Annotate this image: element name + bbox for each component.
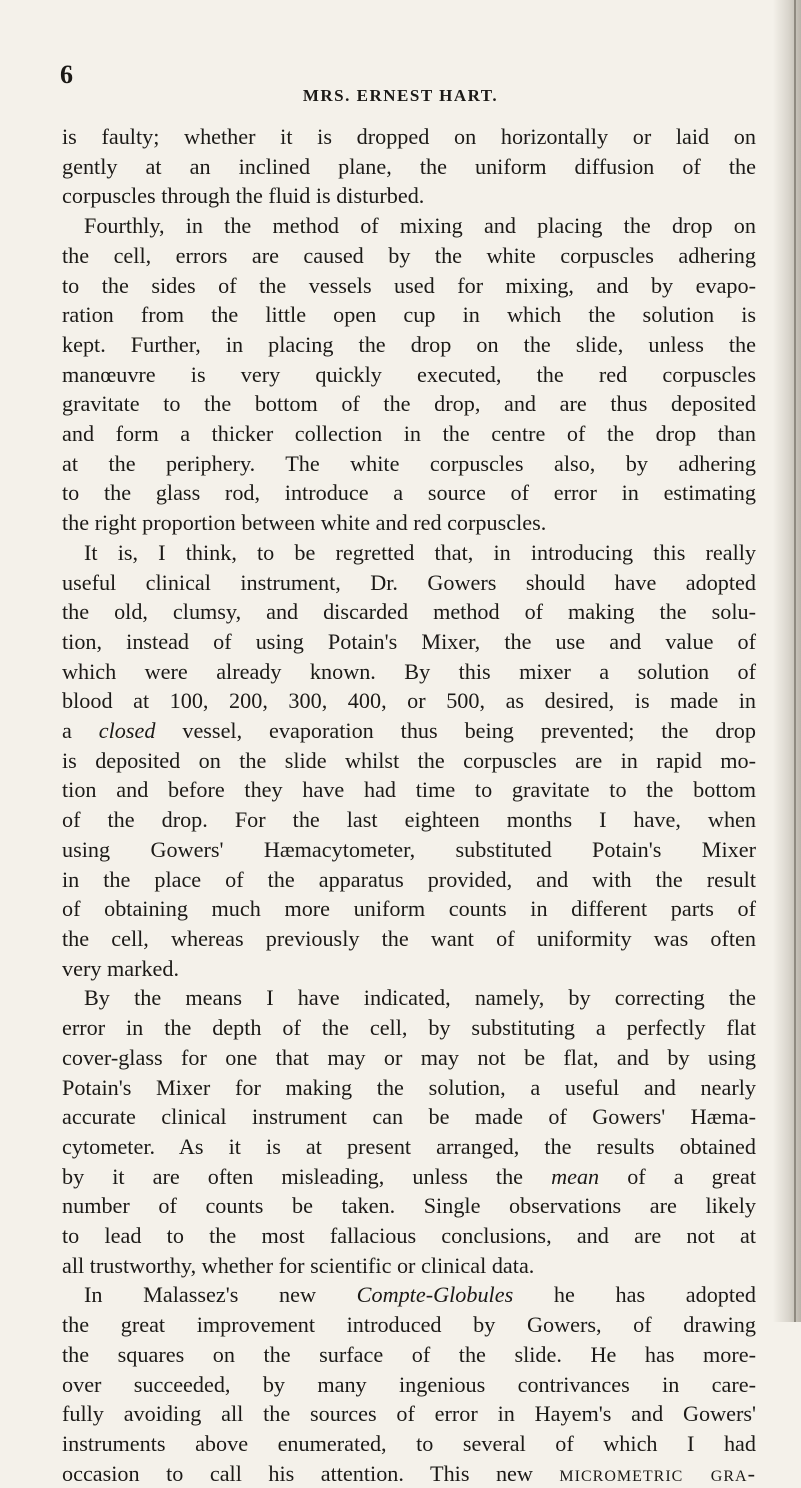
text-line: over succeeded, by many ingenious contrivances in care-	[62, 1371, 756, 1397]
text-line: gently at an inclined plane, the uniform diffusion of the	[62, 153, 756, 179]
text-line: manœuvre is very quickly executed, the red corpuscles	[62, 361, 756, 387]
text-line: By the means I have indicated, namely, by correcting the	[84, 985, 756, 1011]
text-line: is faulty; whether it is dropped on horizontally or laid on	[62, 124, 756, 149]
text-line: error in the depth of the cell, by substituting a perfectly flat	[62, 1015, 756, 1041]
text-segment: occasion to call his attention. This new	[62, 1460, 560, 1486]
small-caps-text: micrometric gra-	[559, 1460, 756, 1486]
text-line: fully avoiding all the sources of error in Hayem's and Gowers'	[62, 1401, 756, 1427]
text-segment: In Malassez's new	[84, 1282, 357, 1308]
text-line	[62, 1162, 756, 1192]
text-segment: by it are often misleading, unless the	[62, 1163, 552, 1189]
text-line: Potain's Mixer for making the solution, a useful and nearly	[62, 1074, 756, 1100]
text-line: number of counts be taken. Single observations are likely	[62, 1193, 756, 1219]
text-line: the right proportion between white and red corpuscles.	[62, 510, 547, 536]
italic-text: Compte-Globules	[356, 1282, 514, 1308]
text-line: the cell, errors are caused by the white corpuscles adhering	[62, 242, 756, 268]
text-line: to the glass rod, introduce a source of error in estimating	[62, 480, 756, 506]
italic-text: mean	[551, 1163, 600, 1189]
text-line: of obtaining much more uniform counts in different parts of	[62, 896, 756, 922]
text-line: very marked.	[62, 955, 180, 981]
text-line	[62, 1280, 756, 1310]
text-line: to the sides of the vessels used for mixing, and by evapo-	[62, 272, 756, 298]
text-line: ration from the little open cup in which the solution is	[62, 302, 756, 328]
text-line: instruments above enumerated, to several of which I had	[62, 1430, 756, 1456]
text-line: at the periphery. The white corpuscles also, by adhering	[62, 450, 756, 476]
page-edge-line	[794, 0, 796, 1322]
text-line: cytometer. As it is at present arranged, the results obtained	[62, 1133, 756, 1159]
page-edge-shadow	[773, 0, 801, 1322]
text-line: tion and before they have had time to gravitate to the bottom	[62, 777, 756, 803]
body-text	[62, 122, 756, 1488]
text-line: It is, I think, to be regretted that, in introducing this really	[84, 539, 756, 565]
text-line: all trustworthy, whether for scientific or clinical data.	[62, 1252, 535, 1278]
text-segment: of a great	[599, 1163, 756, 1189]
text-line: of the drop. For the last eighteen months I have, when	[62, 807, 756, 833]
text-line	[62, 1459, 756, 1488]
text-line: to lead to the most fallacious conclusions, and are not at	[62, 1223, 756, 1249]
text-line: blood at 100, 200, 300, 400, or 500, as desired, is made in	[62, 688, 756, 714]
text-line: Fourthly, in the method of mixing and placing the drop on	[84, 213, 756, 239]
text-line: which were already known. By this mixer a solution of	[62, 658, 756, 684]
text-line: corpuscles through the fluid is disturbed.	[62, 183, 425, 209]
text-line: the squares on the surface of the slide. He has more-	[62, 1341, 756, 1367]
text-line: useful clinical instrument, Dr. Gowers should have adopted	[62, 569, 756, 595]
text-segment: a	[62, 718, 99, 744]
text-line: the great improvement introduced by Gowers, of drawing	[62, 1312, 756, 1338]
text-line: the cell, whereas previously the want of uniformity was often	[62, 925, 756, 951]
text-line: and form a thicker collection in the centre of the drop than	[62, 421, 756, 447]
text-segment: he has adopted	[513, 1282, 756, 1308]
text-line: gravitate to the bottom of the drop, and are thus deposited	[62, 391, 756, 417]
text-line: in the place of the apparatus provided, and with the result	[62, 866, 756, 892]
text-line	[62, 716, 756, 746]
running-head: MRS. ERNEST HART.	[302, 86, 499, 105]
text-line: accurate clinical instrument can be made of Gowers' Hæma-	[62, 1104, 756, 1130]
text-line: cover-glass for one that may or may not be flat, and by using	[62, 1044, 756, 1070]
page-number: 6	[60, 60, 73, 89]
text-line: tion, instead of using Potain's Mixer, the use and value of	[62, 628, 756, 654]
text-line: using Gowers' Hæmacytometer, substituted Potain's Mixer	[62, 836, 756, 862]
text-line: kept. Further, in placing the drop on the slide, unless the	[62, 331, 756, 357]
text-line: is deposited on the slide whilst the corpuscles are in rapid mo-	[62, 747, 756, 773]
text-line: the old, clumsy, and discarded method of making the solu-	[62, 599, 756, 625]
italic-text: closed	[98, 718, 156, 744]
text-segment: vessel, evaporation thus being prevented; the drop	[155, 718, 756, 744]
